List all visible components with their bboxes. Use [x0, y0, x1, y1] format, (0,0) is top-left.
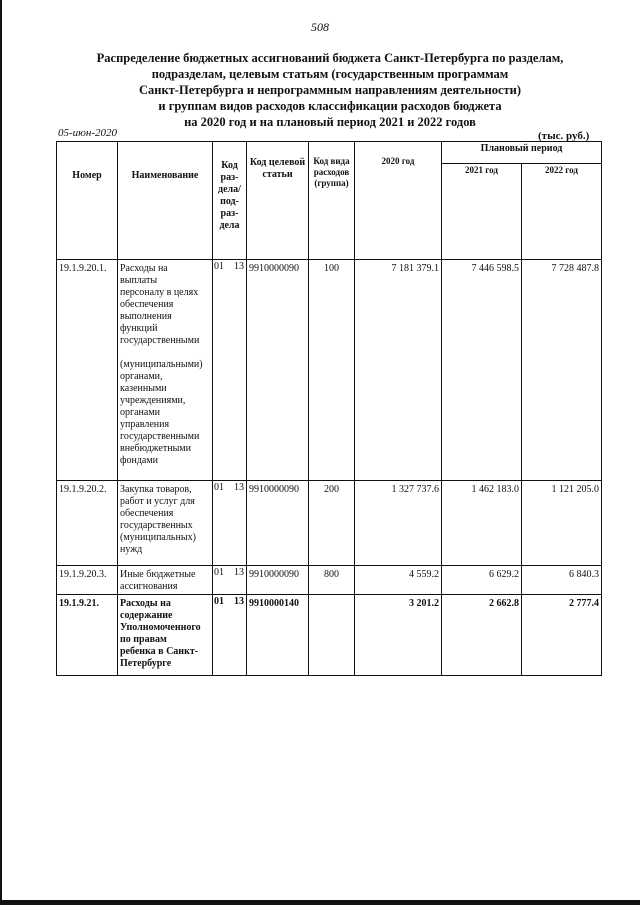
header-section-code: Код раз- дела/ под- раз- дела: [213, 142, 247, 260]
budget-table: [56, 141, 602, 676]
row-2022-value: 7 728 487.8: [522, 260, 602, 481]
name-line: Расходы на: [120, 598, 171, 609]
name-line: органами: [120, 407, 161, 418]
name-line: выполнения: [120, 311, 172, 322]
header-2020: 2020 год: [355, 142, 442, 260]
name-line: (муниципальными): [120, 359, 203, 370]
name-line: работ и услуг для: [120, 496, 195, 507]
name-line: Расходы на: [120, 263, 168, 274]
header-expense-type-code: Код вида расходов (группа): [309, 142, 355, 260]
table-row: [57, 481, 602, 566]
row-number: 19.1.9.21.: [57, 595, 118, 676]
row-target-code: 9910000090: [247, 481, 309, 566]
name-line: персоналу в целях: [120, 287, 199, 298]
name-line: (муниципальных): [120, 532, 196, 543]
name-line: государственными: [120, 431, 200, 442]
name-line: [120, 347, 210, 359]
row-target-code: 9910000090: [247, 260, 309, 481]
name-line: ассигнования: [120, 581, 178, 592]
section-code: 01: [214, 596, 224, 607]
row-2020-value: 7 181 379.1: [355, 260, 442, 481]
title-line: Распределение бюджетных ассигнований бюджета Санкт-Петербурга по разделам,: [96, 51, 564, 65]
table-row: [57, 595, 602, 676]
page-number: 508: [311, 20, 329, 34]
name-line: государственными: [120, 335, 200, 346]
row-2021-value: 6 629.2: [442, 566, 522, 595]
subsection-code: 13: [234, 482, 244, 493]
name-line: Петербурге: [120, 658, 172, 669]
name-line: функций: [120, 323, 158, 334]
row-2021-value: 7 446 598.5: [442, 260, 522, 481]
row-name: [118, 566, 213, 595]
row-section-code: [213, 260, 247, 481]
row-2022-value: 1 121 205.0: [522, 481, 602, 566]
name-line: управления: [120, 419, 170, 430]
row-name: [118, 260, 213, 481]
name-line: по правам: [120, 634, 167, 645]
name-line: Уполномоченного: [120, 622, 201, 633]
row-2020-value: 4 559.2: [355, 566, 442, 595]
section-code: 01: [214, 567, 224, 578]
subsection-code: 13: [234, 567, 244, 578]
name-line: обеспечения: [120, 299, 174, 310]
row-name: [118, 481, 213, 566]
title-line: Санкт-Петербурга и непрограммным направлениям деятельности): [138, 83, 521, 97]
name-line: нужд: [120, 544, 143, 555]
header-planned-period: Плановый период: [442, 142, 602, 164]
row-2020-value: 1 327 737.6: [355, 481, 442, 566]
row-target-code: 9910000090: [247, 566, 309, 595]
row-name: [118, 595, 213, 676]
document-date: 05-июн-2020: [58, 127, 118, 139]
scan-edge-bottom: [0, 900, 640, 905]
name-line: государственных: [120, 520, 193, 531]
name-line: Иные бюджетные: [120, 569, 196, 580]
row-2020-value: 3 201.2: [355, 595, 442, 676]
title-line: подразделам, целевым статьям (государственным программам: [151, 67, 509, 81]
section-code: 01: [214, 482, 224, 493]
row-number: 19.1.9.20.3.: [57, 566, 118, 595]
row-expense-code: 100: [309, 260, 355, 481]
row-number: 19.1.9.20.2.: [57, 481, 118, 566]
row-target-code: 9910000140: [247, 595, 309, 676]
subsection-code: 13: [234, 596, 244, 607]
header-2021: 2021 год: [442, 164, 522, 260]
section-code: 01: [214, 261, 224, 272]
row-expense-code: 200: [309, 481, 355, 566]
name-line: органами,: [120, 371, 163, 382]
units-label: (тыс. руб.): [538, 130, 590, 142]
table-row: [57, 260, 602, 481]
name-line: содержание: [120, 610, 173, 621]
name-line: выплаты: [120, 275, 158, 286]
table-row: [57, 566, 602, 595]
row-section-code: [213, 566, 247, 595]
row-expense-code: 800: [309, 566, 355, 595]
name-line: обеспечения: [120, 508, 174, 519]
row-2021-value: 2 662.8: [442, 595, 522, 676]
name-line: казенными: [120, 383, 167, 394]
scan-edge-left: [0, 0, 2, 905]
header-2022: 2022 год: [522, 164, 602, 260]
row-expense-code: [309, 595, 355, 676]
row-2022-value: 2 777.4: [522, 595, 602, 676]
row-number: 19.1.9.20.1.: [57, 260, 118, 481]
row-2021-value: 1 462 183.0: [442, 481, 522, 566]
title-line: и группам видов расходов классификации расходов бюджета: [158, 99, 502, 113]
header-number: Номер: [57, 142, 118, 260]
name-line: фондами: [120, 455, 159, 466]
row-2022-value: 6 840.3: [522, 566, 602, 595]
name-line: ребенка в Санкт-: [120, 646, 199, 657]
subsection-code: 13: [234, 261, 244, 272]
title-line: на 2020 год и на плановый период 2021 и 2022 годов: [184, 115, 476, 129]
name-line: учреждениями,: [120, 395, 186, 406]
row-section-code: [213, 595, 247, 676]
name-line: внебюджетными: [120, 443, 191, 454]
document-title: [60, 50, 600, 130]
header-name: Наименование: [118, 142, 213, 260]
header-target-code: Код целевой статьи: [247, 142, 309, 260]
name-line: Закупка товаров,: [120, 484, 192, 495]
row-section-code: [213, 481, 247, 566]
